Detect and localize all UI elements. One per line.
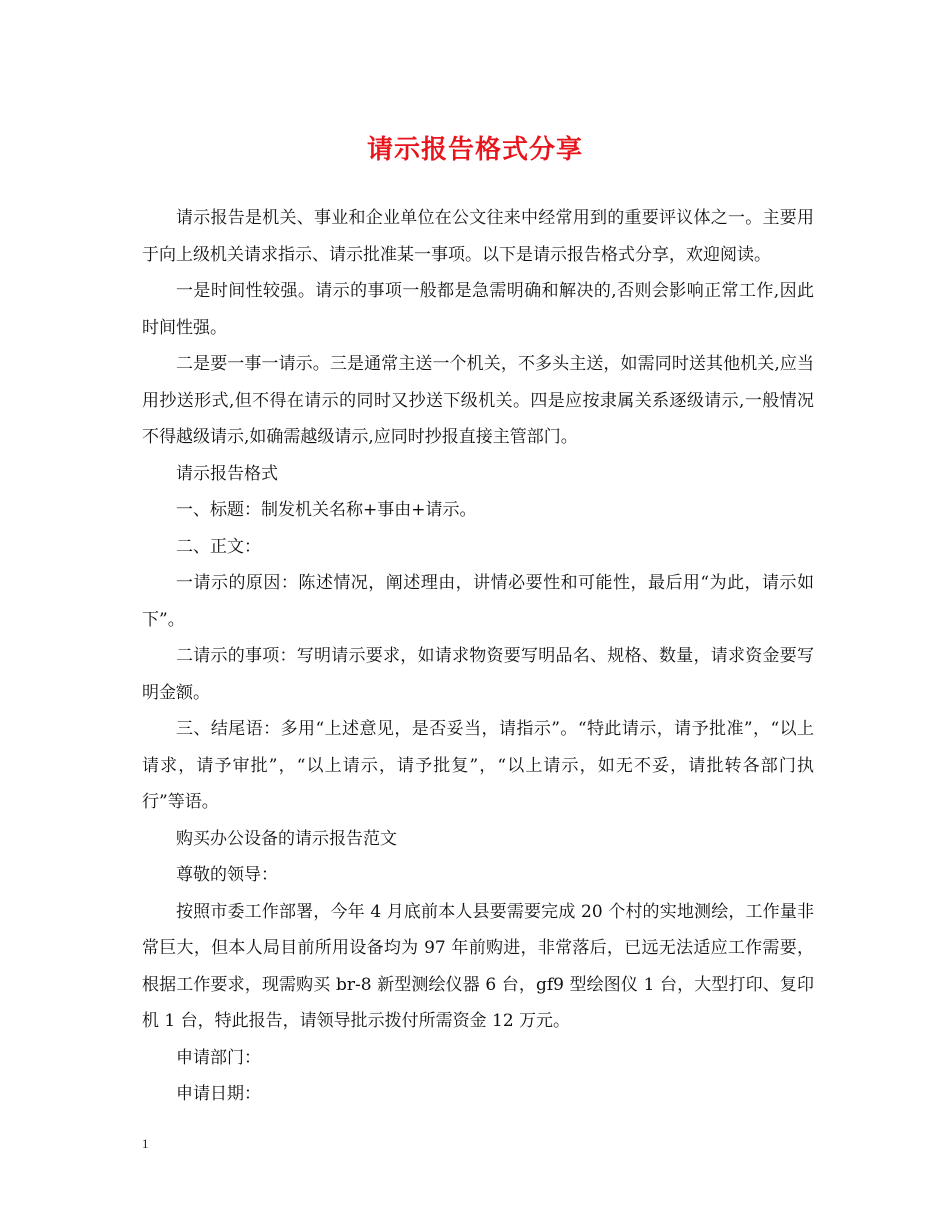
salutation: 尊敬的领导： bbox=[176, 865, 278, 885]
format-body-item: 二、正文： bbox=[176, 536, 261, 557]
feature-paragraph-2: 二是要一事一请示。三是通常主送一个机关，不多头主送，如需同时送其他机关,应当用抄送形式,但不得在请示的同时又抄送下级机关。四是应按隶属关系逐级请示,一般情况不得越级请示,如确需越级请示,应同时抄报直接主管部门。 bbox=[142, 354, 814, 447]
application-date-label: 申请日期： bbox=[176, 1084, 261, 1104]
matter-paragraph: 二请示的事项：写明请示要求，如请求物资要写明品名、规格、数量，请求资金要写明金额。 bbox=[142, 646, 814, 703]
applicant-department-label: 申请部门： bbox=[176, 1047, 261, 1068]
feature-paragraph-1: 一是时间性较强。请示的事项一般都是急需明确和解决的,否则会影响正常工作,因此时间性强。 bbox=[142, 281, 814, 338]
reason-paragraph: 一请示的原因：陈述情况，阐述理由，讲情必要性和可能性，最后用“为此，请示如下”。 bbox=[142, 573, 814, 630]
sample-heading: 购买办公设备的请示报告范文 bbox=[176, 828, 397, 849]
document-title: 请示报告格式分享 bbox=[366, 135, 583, 165]
format-heading: 请示报告格式 bbox=[176, 463, 278, 484]
sample-body-paragraph: 按照市委工作部署，今年 4 月底前本人县要需要完成 20 个村的实地测绘，工作量非常巨大，但本人局目前所用设备均为 97 年前购进，非常落后，已远无法适应工作需要，根据工作要求，现需购买 br-8 新型测绘仪器 6 台，gf9 型绘图仪 1 台，大型打印、复印机 1 台，特此报告，请领导批示拨付所需资金 12 万元。 bbox=[142, 901, 814, 1031]
document-body bbox=[142, 200, 814, 1113]
page-number: 1 bbox=[142, 1136, 149, 1151]
closing-paragraph: 三、结尾语：多用“上述意见，是否妥当，请指示”。“特此请示，请予批准”，“以上请求，请予审批”，“以上请示，请予批复”，“以上请示，如无不妥，请批转各部门执行”等语。 bbox=[142, 719, 814, 812]
intro-paragraph: 请示报告是机关、事业和企业单位在公文往来中经常用到的重要评议体之一。主要用于向上级机关请求指示、请示批准某一事项。以下是请示报告格式分享，欢迎阅读。 bbox=[142, 208, 814, 265]
format-title-item: 一、标题：制发机关名称+事由+请示。 bbox=[176, 500, 477, 520]
